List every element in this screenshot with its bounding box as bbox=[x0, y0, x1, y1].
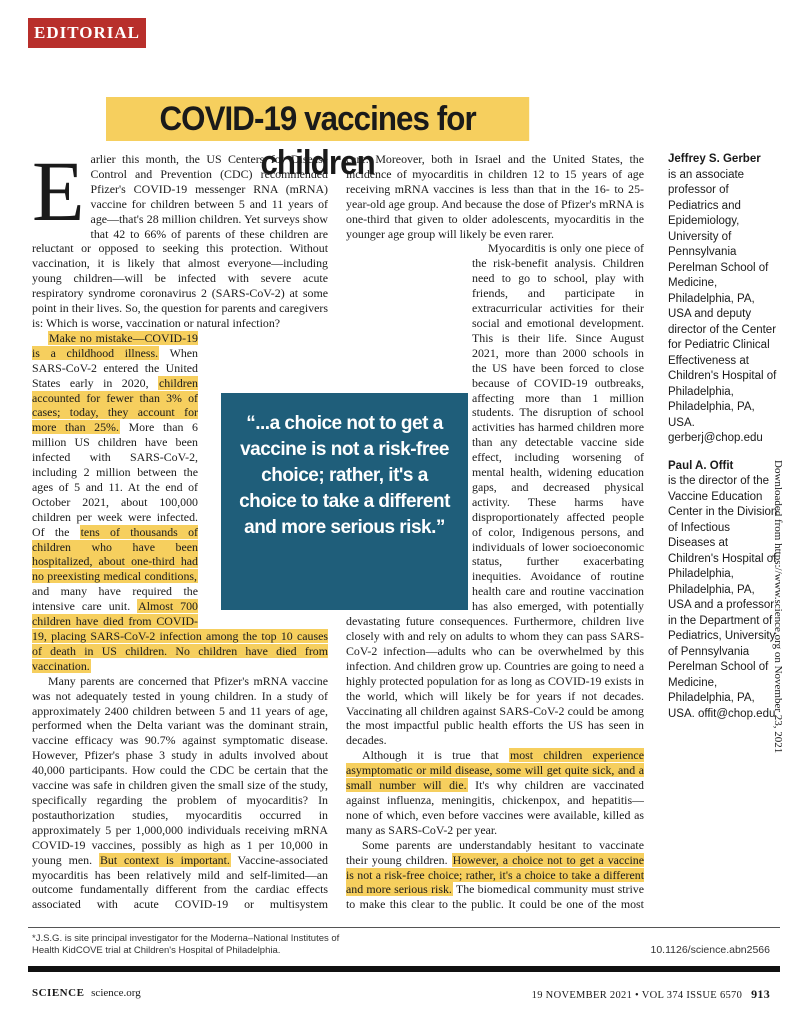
footnote-divider bbox=[28, 927, 780, 928]
author-name: Paul A. Offit bbox=[668, 459, 734, 472]
page-number: 913 bbox=[751, 987, 770, 1001]
article-title: COVID-19 vaccines for children bbox=[106, 97, 529, 141]
paragraph: Make no mistake—COVID-19 is a childhood illness. When SARS-CoV-2 entered the United States early in 2020, children accounted for fewer than 3% of cases; today, they account for more than 25%. More than 6 million US children have been infected with SARS-CoV-2, including 2 million between the ages of 5 and 11. At the end of October 2021, about 100,000 children per week were infected. Of the tens of thousands of children who have been hospitalized, about one-third had no preexisting medical conditions, and many have required the intensive care unit. Almost 700 children have died from COVID-19, placing SARS-CoV-2 infection among the top 10 causes of death in US children. No children have died from vaccination. bbox=[32, 330, 328, 673]
highlight: Make no mistake—COVID-19 is a childhood illness. bbox=[32, 330, 198, 360]
pull-quote: “...a choice not to get a vaccine is not a risk-free choice; rather, it's a choice to take a different and more serious risk.” bbox=[221, 393, 468, 610]
footer-issue bbox=[532, 987, 770, 1002]
highlight: Almost 700 children have died from COVID-19, placing SARS-CoV-2 infection among the top 10 causes of death in US children. No children have died from vaccination. bbox=[32, 599, 328, 673]
highlight: children accounted for fewer than 3% of cases; today, they account for more than 25%. bbox=[32, 375, 198, 435]
doi-link[interactable]: 10.1126/science.abn2566 bbox=[650, 944, 770, 956]
paragraph: Many parents are concerned that Pfizer's mRNA vaccine was not adequately tested in young children. In a study of approximately 2400 children between 5 and 11 years of age, performed when the Delta variant was the dominant strain, vaccine efficacy was 90.7% against symptomatic disease. However, Pfizer's phase 3 study in adults involved about 40,000 participants. How could the CDC be certain that the vaccine was safe in children given the small size of the study, specifically regarding the problem of myocarditis? In postauthorization studies, myocarditis occurred in approximately 5 per 1,000,000 individuals receiving mRNA COVID-19 vaccines, possibly as high as 1 per 10,000 in young men. But context is important. Vaccine-associated myocarditis has been relatively mild and self-limited—an outcome fundamentally different from the cardiac effects associated with acute COVID-19 or multisystem bbox=[32, 673, 328, 912]
paragraph: arlier this month, the US Centers for Disease Control and Prevention (CDC) recommended Pfizer's COVID-19 messenger RNA (mRNA) vaccine for children between 5 and 11 years of age—that's 28 million children. Yet surveys show that 42 to 66% of parents of these children are reluctant or opposed to seeking this protection. Without vaccination, it is likely that almost everyone—including young children—will be infected with severe acute respiratory syndrome coronavirus 2 (SARS-CoV-2) at some point in their lives. So, the question for parents and caregivers is: Which is worse, vaccination or natural infection? bbox=[32, 152, 328, 330]
footer-rule bbox=[28, 966, 780, 972]
download-notice: Downloaded from https://www.science.org on November 23, 2021 bbox=[772, 460, 784, 754]
highlight: most children experience asymptomatic or mild disease, some will get quite sick, and a small number will die. bbox=[346, 748, 644, 793]
footer-journal bbox=[32, 987, 141, 999]
paragraph: Myocarditis is only one piece of the risk-benefit analysis. Children need to go to school, play with friends, and participate in extracurricular activities for their social and emotional development. This is their life. Since August 2021, more than 2000 schools in the US have been forced to close because of COVID-19 outbreaks, affecting more than 1 million students. The disruption of school activities has harmed children more than any detectable vaccine side effect, including worsening of mental health, widening education gaps, and decreased physical activity. These harms have disproportionately affected people of color, Indigenous persons, and individuals of lower socioeconomic status, further exacerbating inequities. Avoidance of routine health care and routine vaccination has also emerged, with potentially devastating future consequences. Furthermore, children live closely with and rely on adults to whom they can pass SARS-CoV-2 infection—adults who can be overwhelmed by this infection. And children grow up. Countries are going to need a highly protected population for as long as COVID-19 exists in the world, which will likely be for years if not decades. Vaccinating all children against SARS-CoV-2 could be among the most impactful public health efforts the US has seen in decades. bbox=[346, 241, 644, 748]
drop-cap: E bbox=[32, 152, 85, 239]
highlight: However, a choice not to get a vaccine is not a risk-free choice; rather, it's a choice to take a different and more serious risk. bbox=[346, 852, 644, 897]
highlight: But context is important. bbox=[99, 852, 230, 867]
paragraph: Some parents are understandably hesitant to vaccinate their young children. However, a choice not to get a vaccine is not a risk-free choice; rather, it's a choice to take a different and more serious risk. The biomedical community must strive to make this clear to the public. It could be one of the most bbox=[346, 837, 644, 912]
issue-info: 19 NOVEMBER 2021 • VOL 374 ISSUE 6570 bbox=[531, 990, 743, 1001]
author-info-column bbox=[668, 152, 780, 734]
highlight: tens of thousands of children who have been hospitalized, about one-third had no preexisting medical conditions, bbox=[32, 524, 198, 584]
paragraph: care. Moreover, both in Israel and the United States, the incidence of myocarditis in children 12 to 15 years of age receiving mRNA vaccines is less than that in the 16- to 25-year-old age group. And because the dose of Pfizer's mRNA is one-third that given to older adolescents, myocarditis in the younger age group will likely be even rarer. bbox=[346, 152, 644, 241]
paragraph: Although it is true that most children experience asymptomatic or mild disease, some will get quite sick, and a small number will die. It's why children are vaccinated against influenza, meningitis, chickenpox, and hepatitis—none of which, even before vaccines were available, killed as many as SARS-CoV-2 per year. bbox=[346, 748, 644, 837]
footnote: *J.S.G. is site principal investigator for the Moderna–National Institutes of Health KidCOVE trial at Children's Hospital of Philadelphia. bbox=[32, 933, 340, 956]
author-name: Jeffrey S. Gerber bbox=[668, 153, 761, 165]
journal-name: SCIENCE bbox=[32, 987, 85, 999]
author-bio: is the director of the Vaccine Education Center in the Division of Infectious Diseases at Children's Hospital of Philadelphia, Philadelphia, PA, USA and a professor in the Department of Pediatrics, University of Pennsylvania Perelman School of Medicine, Philadelphia, PA, USA. offit@chop.edu bbox=[668, 475, 778, 720]
author-bio: is an associate professor of Pediatrics and Epidemiology, University of Pennsylvania Perelman School of Medicine, Philadelphia, PA, USA and deputy director of the Center for Pediatric Clinical Effectiveness at Children's Hospital of Philadelphia, Philadelphia, PA, USA. gerberj@chop.edu bbox=[668, 168, 777, 444]
section-tag: EDITORIAL bbox=[28, 18, 146, 48]
journal-site[interactable]: science.org bbox=[91, 987, 141, 999]
